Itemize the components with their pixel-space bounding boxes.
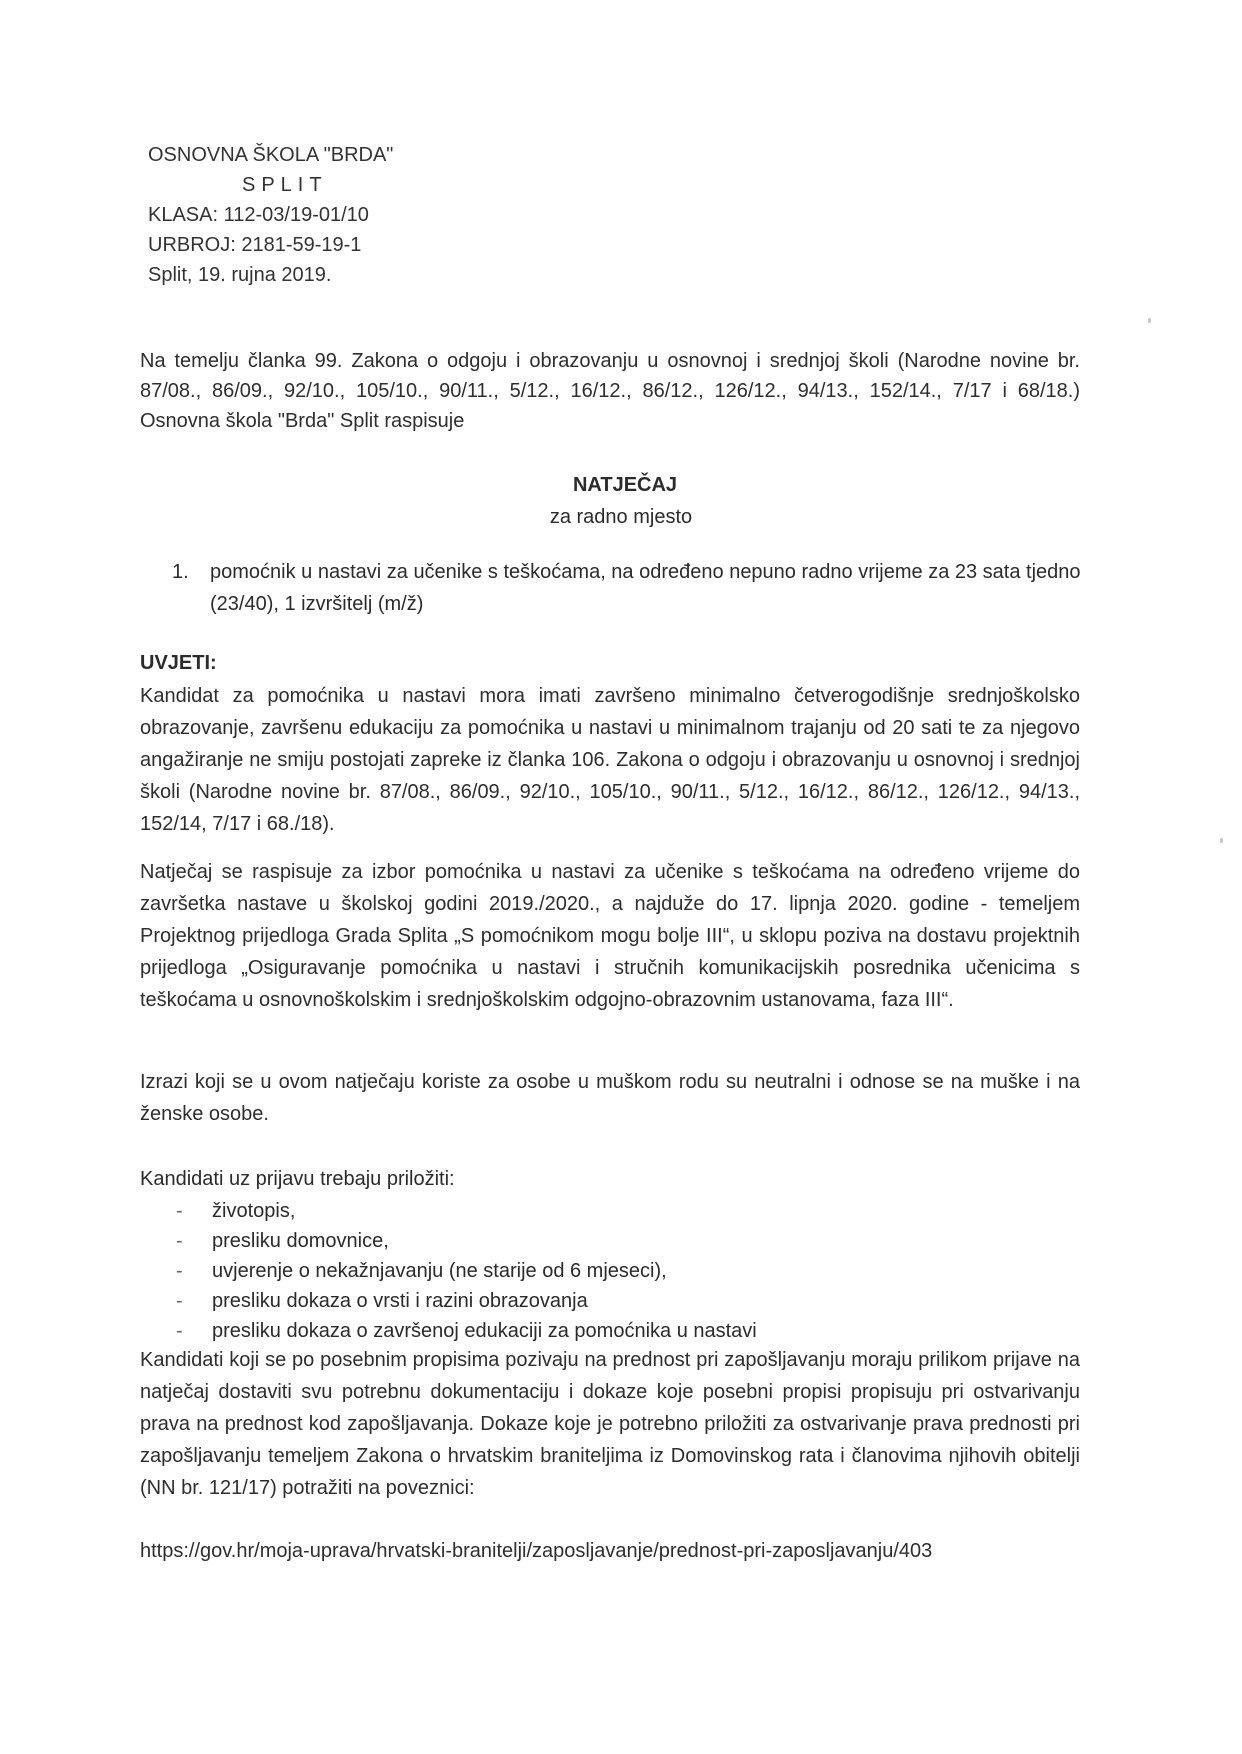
- list-item-text: uvjerenje o nekažnjavanju (ne starije od 6 mjeseci),: [212, 1260, 667, 1282]
- list-item: [176, 1316, 757, 1346]
- list-item: [176, 1286, 757, 1316]
- list-item: [176, 1256, 757, 1286]
- list-dash: -: [176, 1320, 183, 1342]
- school-header: [148, 140, 393, 290]
- document-date: Split, 19. rujna 2019.: [148, 264, 332, 286]
- list-item: [176, 1226, 757, 1256]
- urbroj-number: URBROJ: 2181-59-19-1: [148, 234, 362, 256]
- list-item-text: presliku domovnice,: [212, 1230, 389, 1252]
- tender-paragraph: Natječaj se raspisuje za izbor pomoćnika u nastavi za učenike s teškoćama na određeno vrijeme do završetka nastave u školskoj godini 2019./2020., a najduže do 17. lipnja 2020. godine - temeljem Projektnog prijedloga Grada Splita „S pomoćnikom mogu bolje III“, u sklopu poziva na dostavu projektnih prijedloga „Osiguravanje pomoćnika u nastavi i stručnih komunikacijskih posrednika učenicima s teškoćama u osnovnoškolskim i srednjoškolskim odgojno-obrazovnim ustanovama, faza III“.: [140, 861, 1080, 1011]
- job-position-text: pomoćnik u nastavi za učenike s teškoćama, na određeno nepuno radno vrijeme za 23 sata tjedno (23/40), 1 izvršitelj (m/ž): [210, 561, 1081, 615]
- intro-paragraph: Na temelju članka 99. Zakona o odgoju i obrazovanju u osnovnoj i srednjoj školi (Narodne novine br. 87/08., 86/09., 92/10., 105/10., 90/11., 5/12., 16/12., 86/12., 126/12., 94/13., 152/14., 7/17 i 68/18.) Osnovna škola "Brda" Split raspisuje: [140, 350, 1080, 432]
- conditions-paragraph: Kandidat za pomoćnika u nastavi mora imati završeno minimalno četverogodišnje srednjoškolsko obrazovanje, završenu edukaciju za pomoćnika u nastavi u minimalnom trajanju od 20 sati te za njegovo angažiranje ne smiju postojati zapreke iz članka 106. Zakona o odgoju i obrazovanju u osnovnoj i srednjoj školi (Narodne novine br. 87/08., 86/09., 92/10., 105/10., 90/11., 5/12., 16/12., 86/12., 126/12., 94/13., 152/14, 7/17 i 68./18).: [140, 685, 1080, 835]
- job-position-number: 1.: [172, 561, 189, 583]
- document-title: NATJEČAJ: [572, 474, 678, 496]
- priority-link[interactable]: https://gov.hr/moja-uprava/hrvatski-branitelji/zaposljavanje/prednost-pri-zaposljavanju/403: [140, 1540, 933, 1562]
- required-documents-list: [176, 1196, 757, 1346]
- conditions-heading: UVJETI:: [140, 652, 217, 674]
- documents-intro: Kandidati uz prijavu trebaju priložiti:: [140, 1168, 455, 1190]
- gender-note-paragraph: Izrazi koji se u ovom natječaju koriste za osobe u muškom rodu su neutralni i odnose se na muške i na ženske osobe.: [140, 1071, 1080, 1125]
- job-position-item: [172, 556, 1082, 620]
- list-item-text: presliku dokaza o vrsti i razini obrazovanja: [212, 1290, 588, 1312]
- scan-speck: [1148, 318, 1151, 323]
- list-item-text: životopis,: [212, 1200, 296, 1222]
- priority-paragraph: Kandidati koji se po posebnim propisima pozivaju na prednost pri zapošljavanju moraju prilikom prijave na natječaj dostaviti svu potrebnu dokumentaciju i dokaze koje posebni propisi propisuju pri ostvarivanju prava na prednost kod zapošljavanja. Dokaze koje je potrebno priložiti za ostvarivanje prava prednosti pri zapošljavanju temeljem Zakona o hrvatskim braniteljima iz Domovinskog rata i članovima njihovih obitelji (NN br. 121/17) potražiti na poveznici:: [140, 1349, 1080, 1499]
- school-name: OSNOVNA ŠKOLA "BRDA": [148, 144, 394, 166]
- school-city: SPLIT: [242, 174, 328, 196]
- scan-speck: [1220, 838, 1223, 843]
- list-item-text: presliku dokaza o završenoj edukaciji za pomoćnika u nastavi: [212, 1320, 757, 1342]
- document-subtitle: za radno mjesto: [549, 506, 693, 528]
- list-dash: -: [176, 1260, 183, 1282]
- list-dash: -: [176, 1200, 183, 1222]
- list-dash: -: [176, 1290, 183, 1312]
- list-item: [176, 1196, 757, 1226]
- klasa-number: KLASA: 112-03/19-01/10: [148, 204, 369, 226]
- list-dash: -: [176, 1230, 183, 1252]
